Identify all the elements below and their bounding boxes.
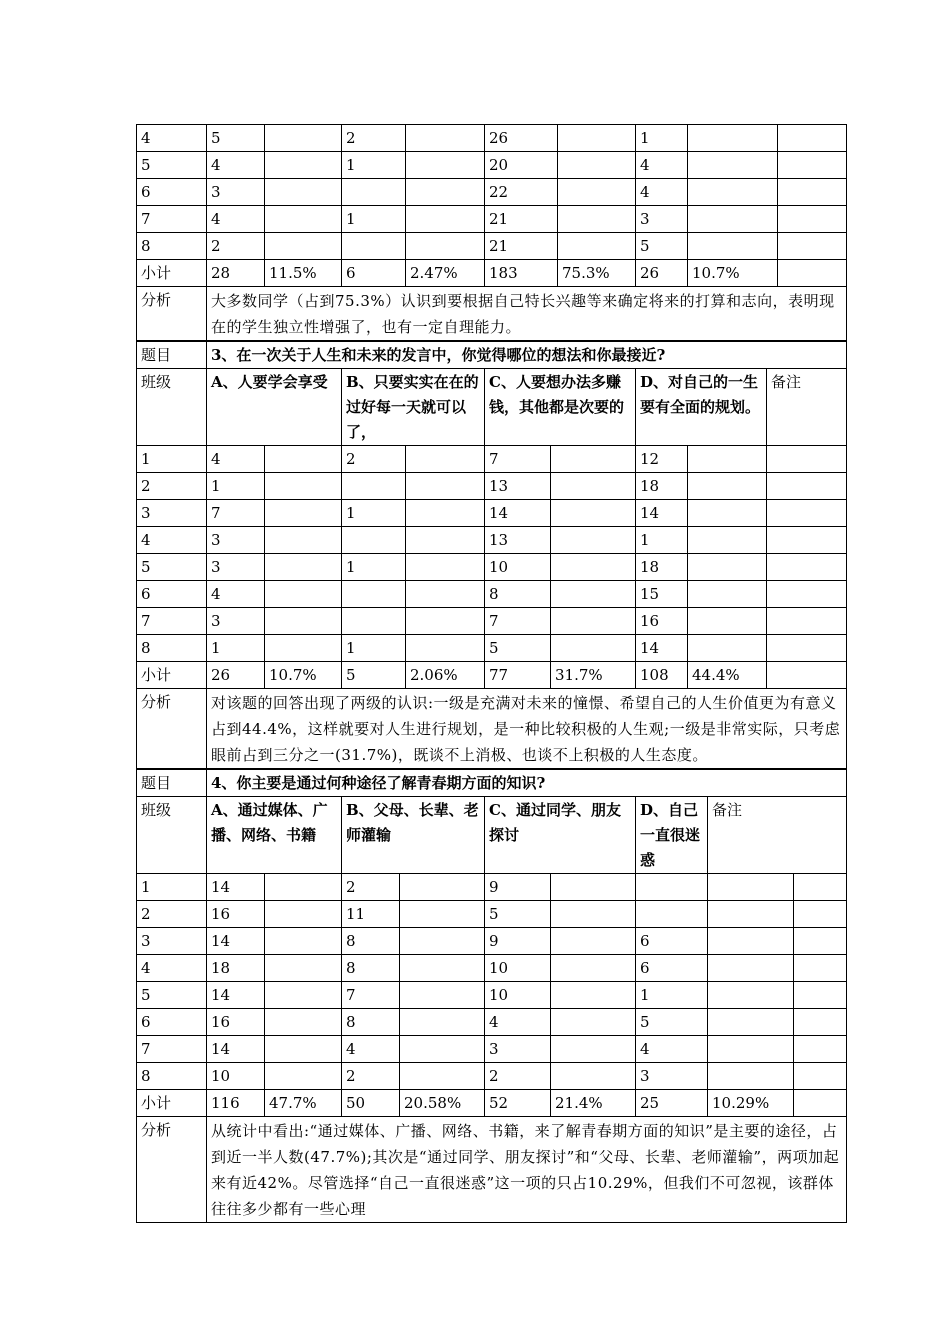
analysis-label: 分析 — [137, 1117, 207, 1223]
table-row — [137, 608, 847, 635]
subtotal-b: 6 — [342, 260, 406, 287]
cell-empty — [794, 982, 847, 1009]
cell-empty — [551, 982, 636, 1009]
table-row — [137, 554, 847, 581]
q3-analysis-row — [137, 689, 847, 769]
header-class: 班级 — [137, 369, 207, 446]
cell-a: 14 — [207, 982, 265, 1009]
cell-empty — [551, 527, 636, 554]
cell-empty — [551, 1063, 636, 1090]
cell-empty — [551, 635, 636, 662]
table-row — [137, 901, 847, 928]
cell-empty — [406, 608, 485, 635]
cell-empty — [778, 179, 847, 206]
cell-a: 3 — [207, 608, 265, 635]
subtotal-a: 26 — [207, 662, 265, 689]
cell-empty — [688, 473, 767, 500]
cell-a: 14 — [207, 928, 265, 955]
cell-d-pct — [688, 125, 778, 152]
topic-label: 题目 — [137, 770, 207, 797]
table-row — [137, 928, 847, 955]
cell-empty — [688, 500, 767, 527]
cell-empty — [406, 446, 485, 473]
header-option-b: B、只要实实在在的过好每一天就可以了， — [342, 369, 485, 446]
cell-empty — [265, 1036, 342, 1063]
table-row — [137, 473, 847, 500]
cell-a-pct — [265, 233, 342, 260]
cell-empty — [794, 955, 847, 982]
cell-b: 1 — [342, 206, 406, 233]
cell-c: 13 — [485, 527, 551, 554]
cell-a: 1 — [207, 635, 265, 662]
header-option-a: A、通过媒体、广播、网络、书籍 — [207, 797, 342, 874]
subtotal-a: 28 — [207, 260, 265, 287]
cell-empty — [794, 1036, 847, 1063]
question-text: 3、在一次关于人生和未来的发言中，你觉得哪位的想法和你最接近? — [207, 342, 847, 369]
cell-a: 3 — [207, 554, 265, 581]
table-row — [137, 179, 847, 206]
cell-a: 14 — [207, 1036, 265, 1063]
cell-empty — [265, 527, 342, 554]
cell-empty — [551, 581, 636, 608]
cell-b: 4 — [342, 1036, 400, 1063]
q2-table — [136, 124, 847, 341]
header-option-d: D、对自己的一生要有全面的规划。 — [636, 369, 767, 446]
cell-empty — [708, 955, 794, 982]
cell-a: 14 — [207, 874, 265, 901]
subtotal-d-pct: 10.29% — [708, 1090, 794, 1117]
cell-empty — [265, 446, 342, 473]
cell-a: 4 — [207, 206, 265, 233]
cell-empty — [688, 608, 767, 635]
subtotal-b-pct: 2.06% — [406, 662, 485, 689]
cell-b: 7 — [342, 982, 400, 1009]
cell-cls: 3 — [137, 928, 207, 955]
header-option-c: C、人要想办法多赚钱，其他都是次要的 — [485, 369, 636, 446]
cell-b: 1 — [342, 554, 406, 581]
subtotal-d-pct: 10.7% — [688, 260, 778, 287]
cell-cls: 4 — [137, 955, 207, 982]
cell-empty — [708, 874, 794, 901]
cell-empty — [794, 874, 847, 901]
cell-b: 8 — [342, 928, 400, 955]
cell-cls: 7 — [137, 1036, 207, 1063]
cell-cls: 8 — [137, 233, 207, 260]
table-row — [137, 206, 847, 233]
table-row — [137, 152, 847, 179]
table-row — [137, 446, 847, 473]
subtotal-b: 50 — [342, 1090, 400, 1117]
analysis-text: 从统计中看出:“通过媒体、广播、网络、书籍，来了解青春期方面的知识”是主要的途径，占到近一半人数(47.7%);其次是“通过同学、朋友探讨”和“父母、长辈、老师灌输”，两项加起来有近42%。尽管选择“自己一直很迷惑”这一项的只占10.29%，但我们不可忽视，该群体往往多少都有一些心理 — [207, 1117, 847, 1223]
cell-d: 1 — [636, 982, 708, 1009]
subtotal-d: 26 — [636, 260, 688, 287]
cell-empty — [265, 473, 342, 500]
cell-empty — [778, 233, 847, 260]
header-note: 备注 — [767, 369, 847, 446]
cell-d-pct — [688, 206, 778, 233]
cell-empty — [551, 901, 636, 928]
cell-cls: 4 — [137, 125, 207, 152]
cell-empty — [265, 1009, 342, 1036]
table-row — [137, 1009, 847, 1036]
cell-cls: 6 — [137, 179, 207, 206]
cell-c: 26 — [485, 125, 558, 152]
cell-b — [342, 233, 406, 260]
cell-empty — [708, 1063, 794, 1090]
cell-c: 21 — [485, 206, 558, 233]
cell-empty — [688, 554, 767, 581]
table-row — [137, 581, 847, 608]
subtotal-c-pct: 75.3% — [558, 260, 636, 287]
table-row — [137, 500, 847, 527]
cell-b: 8 — [342, 1009, 400, 1036]
cell-c: 21 — [485, 233, 558, 260]
cell-empty — [551, 554, 636, 581]
table-row — [137, 527, 847, 554]
cell-a-pct — [265, 152, 342, 179]
analysis-label: 分析 — [137, 287, 207, 341]
cell-a-pct — [265, 206, 342, 233]
table-row — [137, 125, 847, 152]
cell-empty — [551, 928, 636, 955]
cell-cls: 7 — [137, 206, 207, 233]
cell-d: 4 — [636, 1036, 708, 1063]
cell-d: 1 — [636, 527, 688, 554]
cell-c: 10 — [485, 554, 551, 581]
cell-empty — [400, 1009, 485, 1036]
cell-empty — [265, 608, 342, 635]
cell-b — [342, 608, 406, 635]
cell-cls: 8 — [137, 635, 207, 662]
cell-empty — [265, 500, 342, 527]
cell-empty — [400, 901, 485, 928]
subtotal-note — [778, 260, 847, 287]
cell-empty — [406, 554, 485, 581]
table-row — [137, 635, 847, 662]
cell-empty — [708, 1036, 794, 1063]
cell-empty — [400, 928, 485, 955]
cell-empty — [767, 554, 847, 581]
subtotal-c: 52 — [485, 1090, 551, 1117]
topic-label: 题目 — [137, 342, 207, 369]
subtotal-c: 183 — [485, 260, 558, 287]
subtotal-c-pct: 31.7% — [551, 662, 636, 689]
cell-empty — [406, 527, 485, 554]
cell-c-pct — [558, 125, 636, 152]
cell-empty — [688, 527, 767, 554]
cell-b — [342, 473, 406, 500]
cell-b-pct — [406, 179, 485, 206]
cell-empty — [767, 581, 847, 608]
cell-d: 18 — [636, 554, 688, 581]
cell-c: 20 — [485, 152, 558, 179]
cell-d — [636, 901, 708, 928]
subtotal-note — [794, 1090, 847, 1117]
cell-c-pct — [558, 152, 636, 179]
cell-empty — [265, 982, 342, 1009]
cell-c-pct — [558, 233, 636, 260]
cell-empty — [767, 446, 847, 473]
header-class: 班级 — [137, 797, 207, 874]
table-row — [137, 955, 847, 982]
table-row — [137, 233, 847, 260]
cell-d-pct — [688, 179, 778, 206]
q3-subtotal-row — [137, 662, 847, 689]
subtotal-a: 116 — [207, 1090, 265, 1117]
q4-analysis-row — [137, 1117, 847, 1223]
cell-d: 18 — [636, 473, 688, 500]
cell-cls: 5 — [137, 554, 207, 581]
cell-d: 5 — [636, 1009, 708, 1036]
cell-b — [342, 581, 406, 608]
cell-d: 3 — [636, 1063, 708, 1090]
cell-empty — [551, 874, 636, 901]
cell-empty — [551, 446, 636, 473]
cell-c: 9 — [485, 928, 551, 955]
cell-cls: 7 — [137, 608, 207, 635]
cell-a: 3 — [207, 179, 265, 206]
cell-empty — [688, 635, 767, 662]
cell-d: 6 — [636, 928, 708, 955]
cell-b: 2 — [342, 125, 406, 152]
cell-empty — [688, 581, 767, 608]
cell-empty — [406, 500, 485, 527]
cell-empty — [767, 608, 847, 635]
cell-empty — [794, 928, 847, 955]
cell-b: 2 — [342, 1063, 400, 1090]
cell-b: 2 — [342, 446, 406, 473]
cell-empty — [400, 982, 485, 1009]
cell-c: 13 — [485, 473, 551, 500]
cell-empty — [400, 1063, 485, 1090]
subtotal-d: 108 — [636, 662, 688, 689]
cell-cls: 3 — [137, 500, 207, 527]
subtotal-b: 5 — [342, 662, 406, 689]
cell-c: 2 — [485, 1063, 551, 1090]
cell-c: 9 — [485, 874, 551, 901]
cell-d: 6 — [636, 955, 708, 982]
cell-a: 18 — [207, 955, 265, 982]
cell-d: 12 — [636, 446, 688, 473]
cell-b-pct — [406, 125, 485, 152]
cell-c-pct — [558, 206, 636, 233]
cell-cls: 1 — [137, 446, 207, 473]
cell-d — [636, 874, 708, 901]
subtotal-b-pct: 2.47% — [406, 260, 485, 287]
cell-empty — [778, 206, 847, 233]
cell-empty — [265, 554, 342, 581]
cell-empty — [551, 608, 636, 635]
subtotal-label: 小计 — [137, 260, 207, 287]
cell-a: 1 — [207, 473, 265, 500]
cell-d: 16 — [636, 608, 688, 635]
cell-a: 4 — [207, 152, 265, 179]
q3-topic-row — [137, 342, 847, 369]
survey-document — [136, 124, 846, 1223]
cell-c: 5 — [485, 901, 551, 928]
subtotal-label: 小计 — [137, 1090, 207, 1117]
cell-b — [342, 527, 406, 554]
subtotal-b-pct: 20.58% — [400, 1090, 485, 1117]
cell-empty — [708, 1009, 794, 1036]
cell-c: 7 — [485, 446, 551, 473]
cell-empty — [400, 874, 485, 901]
cell-cls: 5 — [137, 152, 207, 179]
cell-empty — [265, 928, 342, 955]
table-row — [137, 874, 847, 901]
cell-empty — [406, 635, 485, 662]
question-text: 4、你主要是通过何种途径了解青春期方面的知识? — [207, 770, 847, 797]
cell-cls: 4 — [137, 527, 207, 554]
cell-empty — [794, 1063, 847, 1090]
cell-cls: 6 — [137, 581, 207, 608]
cell-empty — [265, 901, 342, 928]
cell-d-pct — [688, 152, 778, 179]
subtotal-c: 77 — [485, 662, 551, 689]
cell-d: 14 — [636, 635, 688, 662]
cell-b: 2 — [342, 874, 400, 901]
cell-empty — [265, 581, 342, 608]
cell-empty — [551, 955, 636, 982]
cell-c: 10 — [485, 982, 551, 1009]
table-row — [137, 1036, 847, 1063]
cell-empty — [794, 1009, 847, 1036]
cell-empty — [400, 955, 485, 982]
cell-d: 14 — [636, 500, 688, 527]
cell-empty — [767, 473, 847, 500]
cell-c: 14 — [485, 500, 551, 527]
cell-empty — [406, 581, 485, 608]
cell-d: 15 — [636, 581, 688, 608]
cell-a: 3 — [207, 527, 265, 554]
subtotal-a-pct: 47.7% — [265, 1090, 342, 1117]
table-row — [137, 1063, 847, 1090]
header-option-a: A、人要学会享受 — [207, 369, 342, 446]
cell-b: 1 — [342, 152, 406, 179]
q4-subtotal-row — [137, 1090, 847, 1117]
subtotal-d: 25 — [636, 1090, 708, 1117]
header-note: 备注 — [708, 797, 847, 874]
analysis-label: 分析 — [137, 689, 207, 769]
cell-a: 10 — [207, 1063, 265, 1090]
q4-header-row — [137, 797, 847, 874]
cell-empty — [551, 1009, 636, 1036]
cell-c: 8 — [485, 581, 551, 608]
cell-empty — [265, 874, 342, 901]
table-row — [137, 982, 847, 1009]
cell-a: 5 — [207, 125, 265, 152]
cell-cls: 8 — [137, 1063, 207, 1090]
header-option-d: D、自己一直很迷惑 — [636, 797, 708, 874]
cell-a-pct — [265, 125, 342, 152]
cell-b: 11 — [342, 901, 400, 928]
cell-empty — [551, 473, 636, 500]
cell-b: 8 — [342, 955, 400, 982]
cell-empty — [265, 1063, 342, 1090]
cell-c: 22 — [485, 179, 558, 206]
analysis-text: 对该题的回答出现了两级的认识:一级是充满对未来的憧憬、希望自己的人生价值更为有意义占到44.4%，这样就要对人生进行规划，是一种比较积极的人生观;一级是非常实际，只考虑眼前占到三分之一(31.7%)，既谈不上消极、也谈不上积极的人生态度。 — [207, 689, 847, 769]
header-option-c: C、通过同学、朋友探讨 — [485, 797, 636, 874]
cell-empty — [708, 928, 794, 955]
subtotal-label: 小计 — [137, 662, 207, 689]
cell-c: 10 — [485, 955, 551, 982]
subtotal-note — [767, 662, 847, 689]
cell-c: 3 — [485, 1036, 551, 1063]
cell-a: 16 — [207, 1009, 265, 1036]
header-option-b: B、父母、长辈、老师灌输 — [342, 797, 485, 874]
q3-header-row — [137, 369, 847, 446]
cell-b-pct — [406, 206, 485, 233]
cell-c: 5 — [485, 635, 551, 662]
cell-empty — [400, 1036, 485, 1063]
cell-c: 4 — [485, 1009, 551, 1036]
cell-empty — [265, 635, 342, 662]
cell-cls: 6 — [137, 1009, 207, 1036]
cell-b-pct — [406, 152, 485, 179]
cell-b: 1 — [342, 635, 406, 662]
cell-d-pct — [688, 233, 778, 260]
cell-d: 4 — [636, 179, 688, 206]
cell-cls: 1 — [137, 874, 207, 901]
cell-a: 2 — [207, 233, 265, 260]
cell-d: 4 — [636, 152, 688, 179]
cell-empty — [406, 473, 485, 500]
q3-table — [136, 341, 847, 769]
cell-empty — [551, 500, 636, 527]
subtotal-d-pct: 44.4% — [688, 662, 767, 689]
cell-empty — [794, 901, 847, 928]
cell-empty — [767, 527, 847, 554]
cell-b-pct — [406, 233, 485, 260]
cell-d: 1 — [636, 125, 688, 152]
cell-a-pct — [265, 179, 342, 206]
cell-a: 16 — [207, 901, 265, 928]
cell-c-pct — [558, 179, 636, 206]
subtotal-a-pct: 10.7% — [265, 662, 342, 689]
subtotal-c-pct: 21.4% — [551, 1090, 636, 1117]
cell-cls: 2 — [137, 473, 207, 500]
q4-table — [136, 769, 847, 1223]
q2-analysis-row — [137, 287, 847, 341]
q4-topic-row — [137, 770, 847, 797]
cell-a: 4 — [207, 581, 265, 608]
cell-empty — [265, 955, 342, 982]
q2-subtotal-row — [137, 260, 847, 287]
cell-c: 7 — [485, 608, 551, 635]
cell-b — [342, 179, 406, 206]
cell-a: 4 — [207, 446, 265, 473]
cell-cls: 5 — [137, 982, 207, 1009]
cell-empty — [708, 982, 794, 1009]
cell-empty — [767, 635, 847, 662]
analysis-text: 大多数同学（占到75.3%）认识到要根据自己特长兴趣等来确定将来的打算和志向，表明现在的学生独立性增强了，也有一定自理能力。 — [207, 287, 847, 341]
cell-empty — [708, 901, 794, 928]
cell-empty — [778, 152, 847, 179]
cell-empty — [767, 500, 847, 527]
cell-d: 5 — [636, 233, 688, 260]
cell-d: 3 — [636, 206, 688, 233]
cell-cls: 2 — [137, 901, 207, 928]
subtotal-a-pct: 11.5% — [265, 260, 342, 287]
cell-a: 7 — [207, 500, 265, 527]
cell-empty — [688, 446, 767, 473]
cell-b: 1 — [342, 500, 406, 527]
cell-empty — [551, 1036, 636, 1063]
cell-empty — [778, 125, 847, 152]
